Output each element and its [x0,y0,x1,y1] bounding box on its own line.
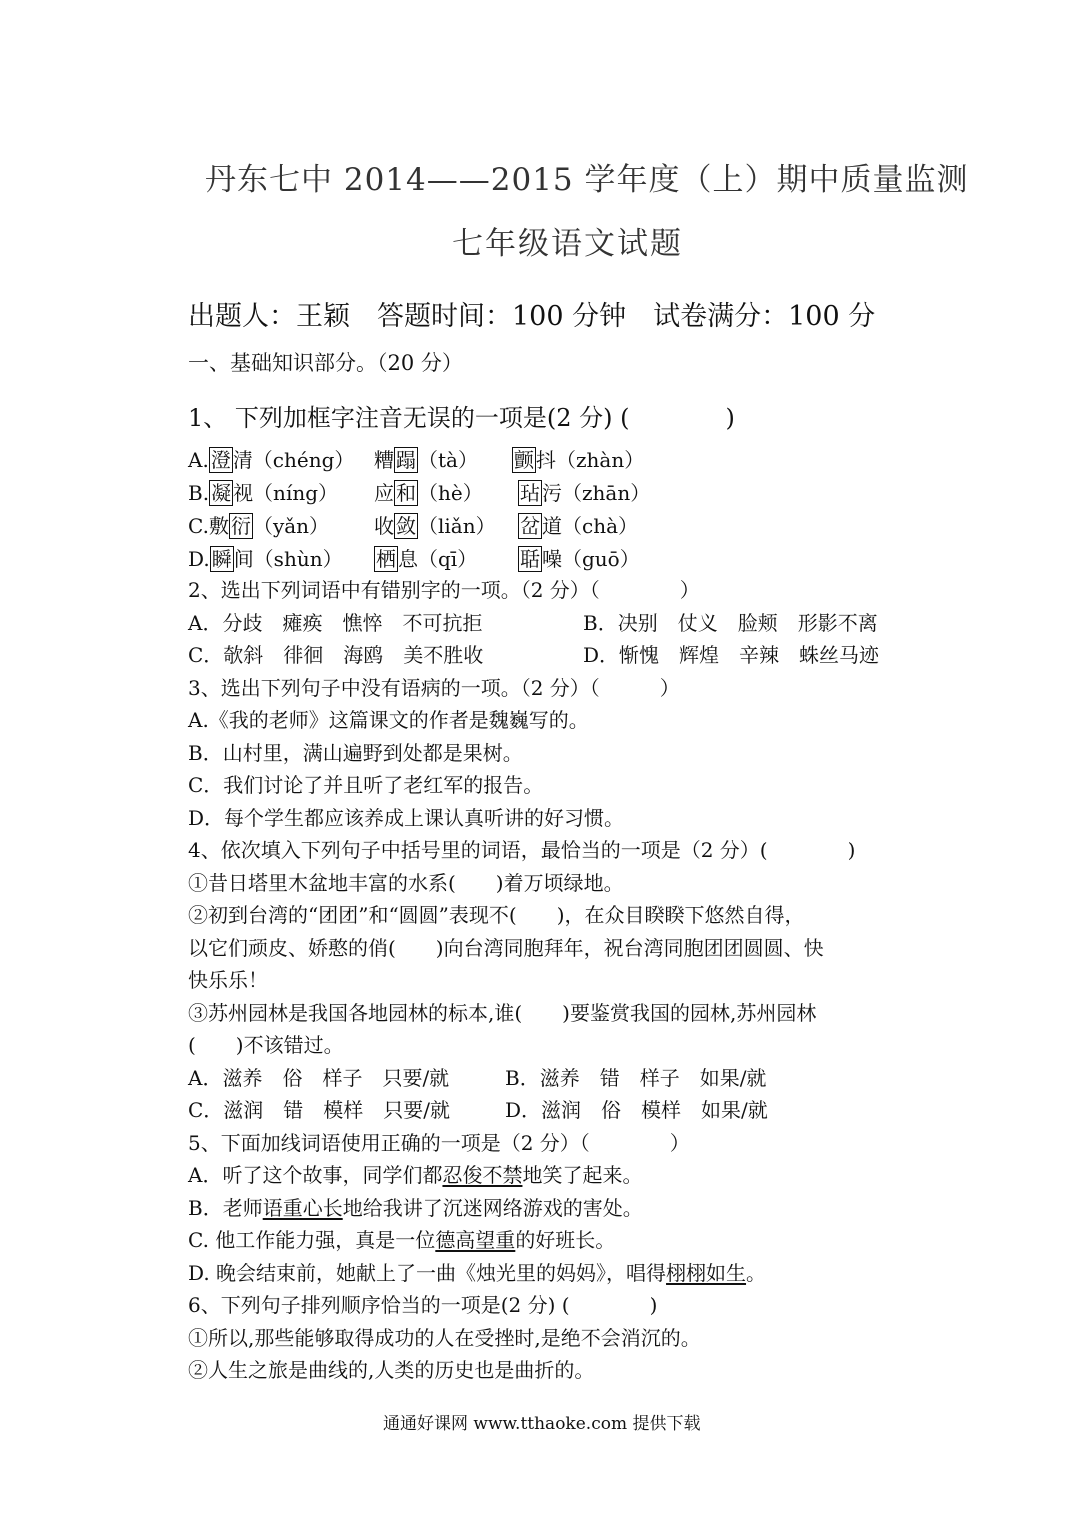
underlined-phrase: 语重心长 [262,1196,343,1220]
q4-sentence-2a: ②初到台湾的“团团”和“圆圆”表现不( )，在众目睽睽下悠然自得， [188,903,805,927]
q1-stem: 1、 下列加框字注音无误的一项是(2 分) ( ) [188,404,735,432]
word-post: （yǎn） [252,514,330,538]
exam-meta: 出题人：王颖 答题时间：100 分钟 试卷满分：100 分 [188,301,876,332]
q5-option-b [188,1195,643,1221]
word-post: （hè） [418,481,483,505]
option-text: B．老师 [188,1196,263,1220]
q1-option-b-2 [374,480,483,506]
word-pre: 应 [374,481,394,505]
q4-sentence-3a: ③苏州园林是我国各地园林的标本,谁( )要鉴赏我国的园林,苏州园林 [188,1001,817,1025]
boxed-char: 颤 [514,448,534,472]
section-heading: 一、基础知识部分。（20 分） [188,351,463,375]
q1-option-c-2 [374,513,496,539]
boxed-char: 聒 [520,547,540,571]
word-pre: 糟 [374,448,394,472]
q2-option-d: D．惭愧 辉煌 辛辣 蛛丝马迹 [583,643,880,667]
boxed-char: 敛 [396,514,416,538]
word-post: 抖（zhàn） [536,448,645,472]
q5-option-d [188,1260,766,1286]
q5-option-c [188,1227,615,1253]
word-post: 视（níng） [233,481,339,505]
q6-stem: 6、下列句子排列顺序恰当的一项是(2 分) ( ) [188,1293,658,1317]
q1-option-a [188,447,354,473]
option-text: 地笑了起来。 [522,1163,643,1187]
word-post: 噪（guō） [542,547,640,571]
boxed-char: 和 [396,481,416,505]
boxed-char: 凝 [211,481,232,505]
q2-stem: 2、选出下列词语中有错别字的一项。（2 分）（ ） [188,578,700,602]
word-post: 间（shùn） [233,547,343,571]
option-label: C. [188,514,209,538]
boxed-char: 岔 [520,514,540,538]
q6-sentence-2: ②人生之旅是曲线的,人类的历史也是曲折的。 [188,1358,595,1382]
q4-stem: 4、依次填入下列句子中括号里的词语，最恰当的一项是（2 分）( ) [188,838,856,862]
q3-option-b: B．山村里，满山遍野到处都是果树。 [188,741,523,765]
option-text: 地给我讲了沉迷网络游戏的害处。 [342,1196,643,1220]
word-post: 清（chéng） [232,448,355,472]
word-pre: 敷 [208,514,229,538]
underlined-phrase: 德高望重 [435,1228,516,1252]
q1-option-b-3 [518,480,650,506]
exam-subtitle: 七年级语文试题 [452,226,683,262]
q2-option-c: C．欹斜 徘徊 海鸥 美不胜收 [188,643,484,667]
boxed-char: 澄 [210,448,231,472]
q4-option-d: D．滋润 俗 模样 如果/就 [505,1098,768,1122]
underlined-phrase: 忍俊不禁 [442,1163,523,1187]
word-pre: 收 [374,514,394,538]
word-post: 息（qī） [398,547,478,571]
q5-stem: 5、下面加线词语使用正确的一项是（2 分）（ ） [188,1131,690,1155]
boxed-char: 衍 [230,514,251,538]
boxed-char: 栖 [376,547,396,571]
q4-sentence-2b: 以它们顽皮、娇憨的俏( )向台湾同胞拜年，祝台湾同胞团团圆圆、快 [188,936,824,960]
option-label: D. [188,547,210,571]
q4-option-c: C．滋润 错 模样 只要/就 [188,1098,451,1122]
page-footer: 通通好课网 www.tthaoke.com 提供下载 [383,1414,701,1434]
q1-option-a-2 [374,447,478,473]
option-text: D. 晚会结束前，她献上了一曲《烛光里的妈妈》，唱得 [188,1261,667,1285]
q5-option-a [188,1162,642,1188]
q1-option-c-3 [518,513,638,539]
q1-option-d-3 [518,546,640,572]
q6-sentence-1: ①所以,那些能够取得成功的人在受挫时,是绝不会消沉的。 [188,1326,701,1350]
boxed-char: 蹋 [396,448,416,472]
q4-option-b: B．滋养 错 样子 如果/就 [505,1066,767,1090]
word-post: 污（zhān） [542,481,651,505]
q4-sentence-3b: ( )不该错过。 [188,1033,344,1057]
q1-option-b [188,480,338,506]
q3-option-a: A.《我的老师》这篇课文的作者是魏巍写的。 [188,708,589,732]
q1-option-c [188,513,329,539]
word-post: （tà） [418,448,478,472]
exam-title: 丹东七中 2014——2015 学年度（上）期中质量监测 [205,162,969,198]
q1-option-a-3 [512,447,644,473]
q2-option-b: B．决别 仗义 脸颊 形影不离 [583,611,878,635]
word-post: （liǎn） [418,514,496,538]
option-label: A. [188,448,209,472]
option-text: A．听了这个故事，同学们都 [188,1163,443,1187]
q4-sentence-1: ①昔日塔里木盆地丰富的水系( )着万顷绿地。 [188,871,624,895]
q3-stem: 3、选出下列句子中没有语病的一项。（2 分）（ ） [188,676,680,700]
q3-option-d: D．每个学生都应该养成上课认真听讲的好习惯。 [188,806,625,830]
option-text: 的好班长。 [515,1228,616,1252]
q4-sentence-2c: 快乐乐！ [188,968,268,992]
q1-option-d [188,546,343,572]
q4-option-a: A．滋养 俗 样子 只要/就 [188,1066,450,1090]
q2-option-a: A．分歧 瘫痪 憔悴 不可抗拒 [188,611,483,635]
q1-option-d-2 [374,546,477,572]
boxed-char: 玷 [520,481,540,505]
underlined-phrase: 栩栩如生 [666,1261,747,1285]
boxed-char: 瞬 [211,547,232,571]
q3-option-c: C．我们讨论了并且听了老红军的报告。 [188,773,544,797]
q1-options [188,447,908,587]
option-text: 。 [746,1261,767,1285]
option-label: B. [188,481,210,505]
word-post: 道（chà） [542,514,639,538]
option-text: C. 他工作能力强，真是一位 [188,1228,436,1252]
